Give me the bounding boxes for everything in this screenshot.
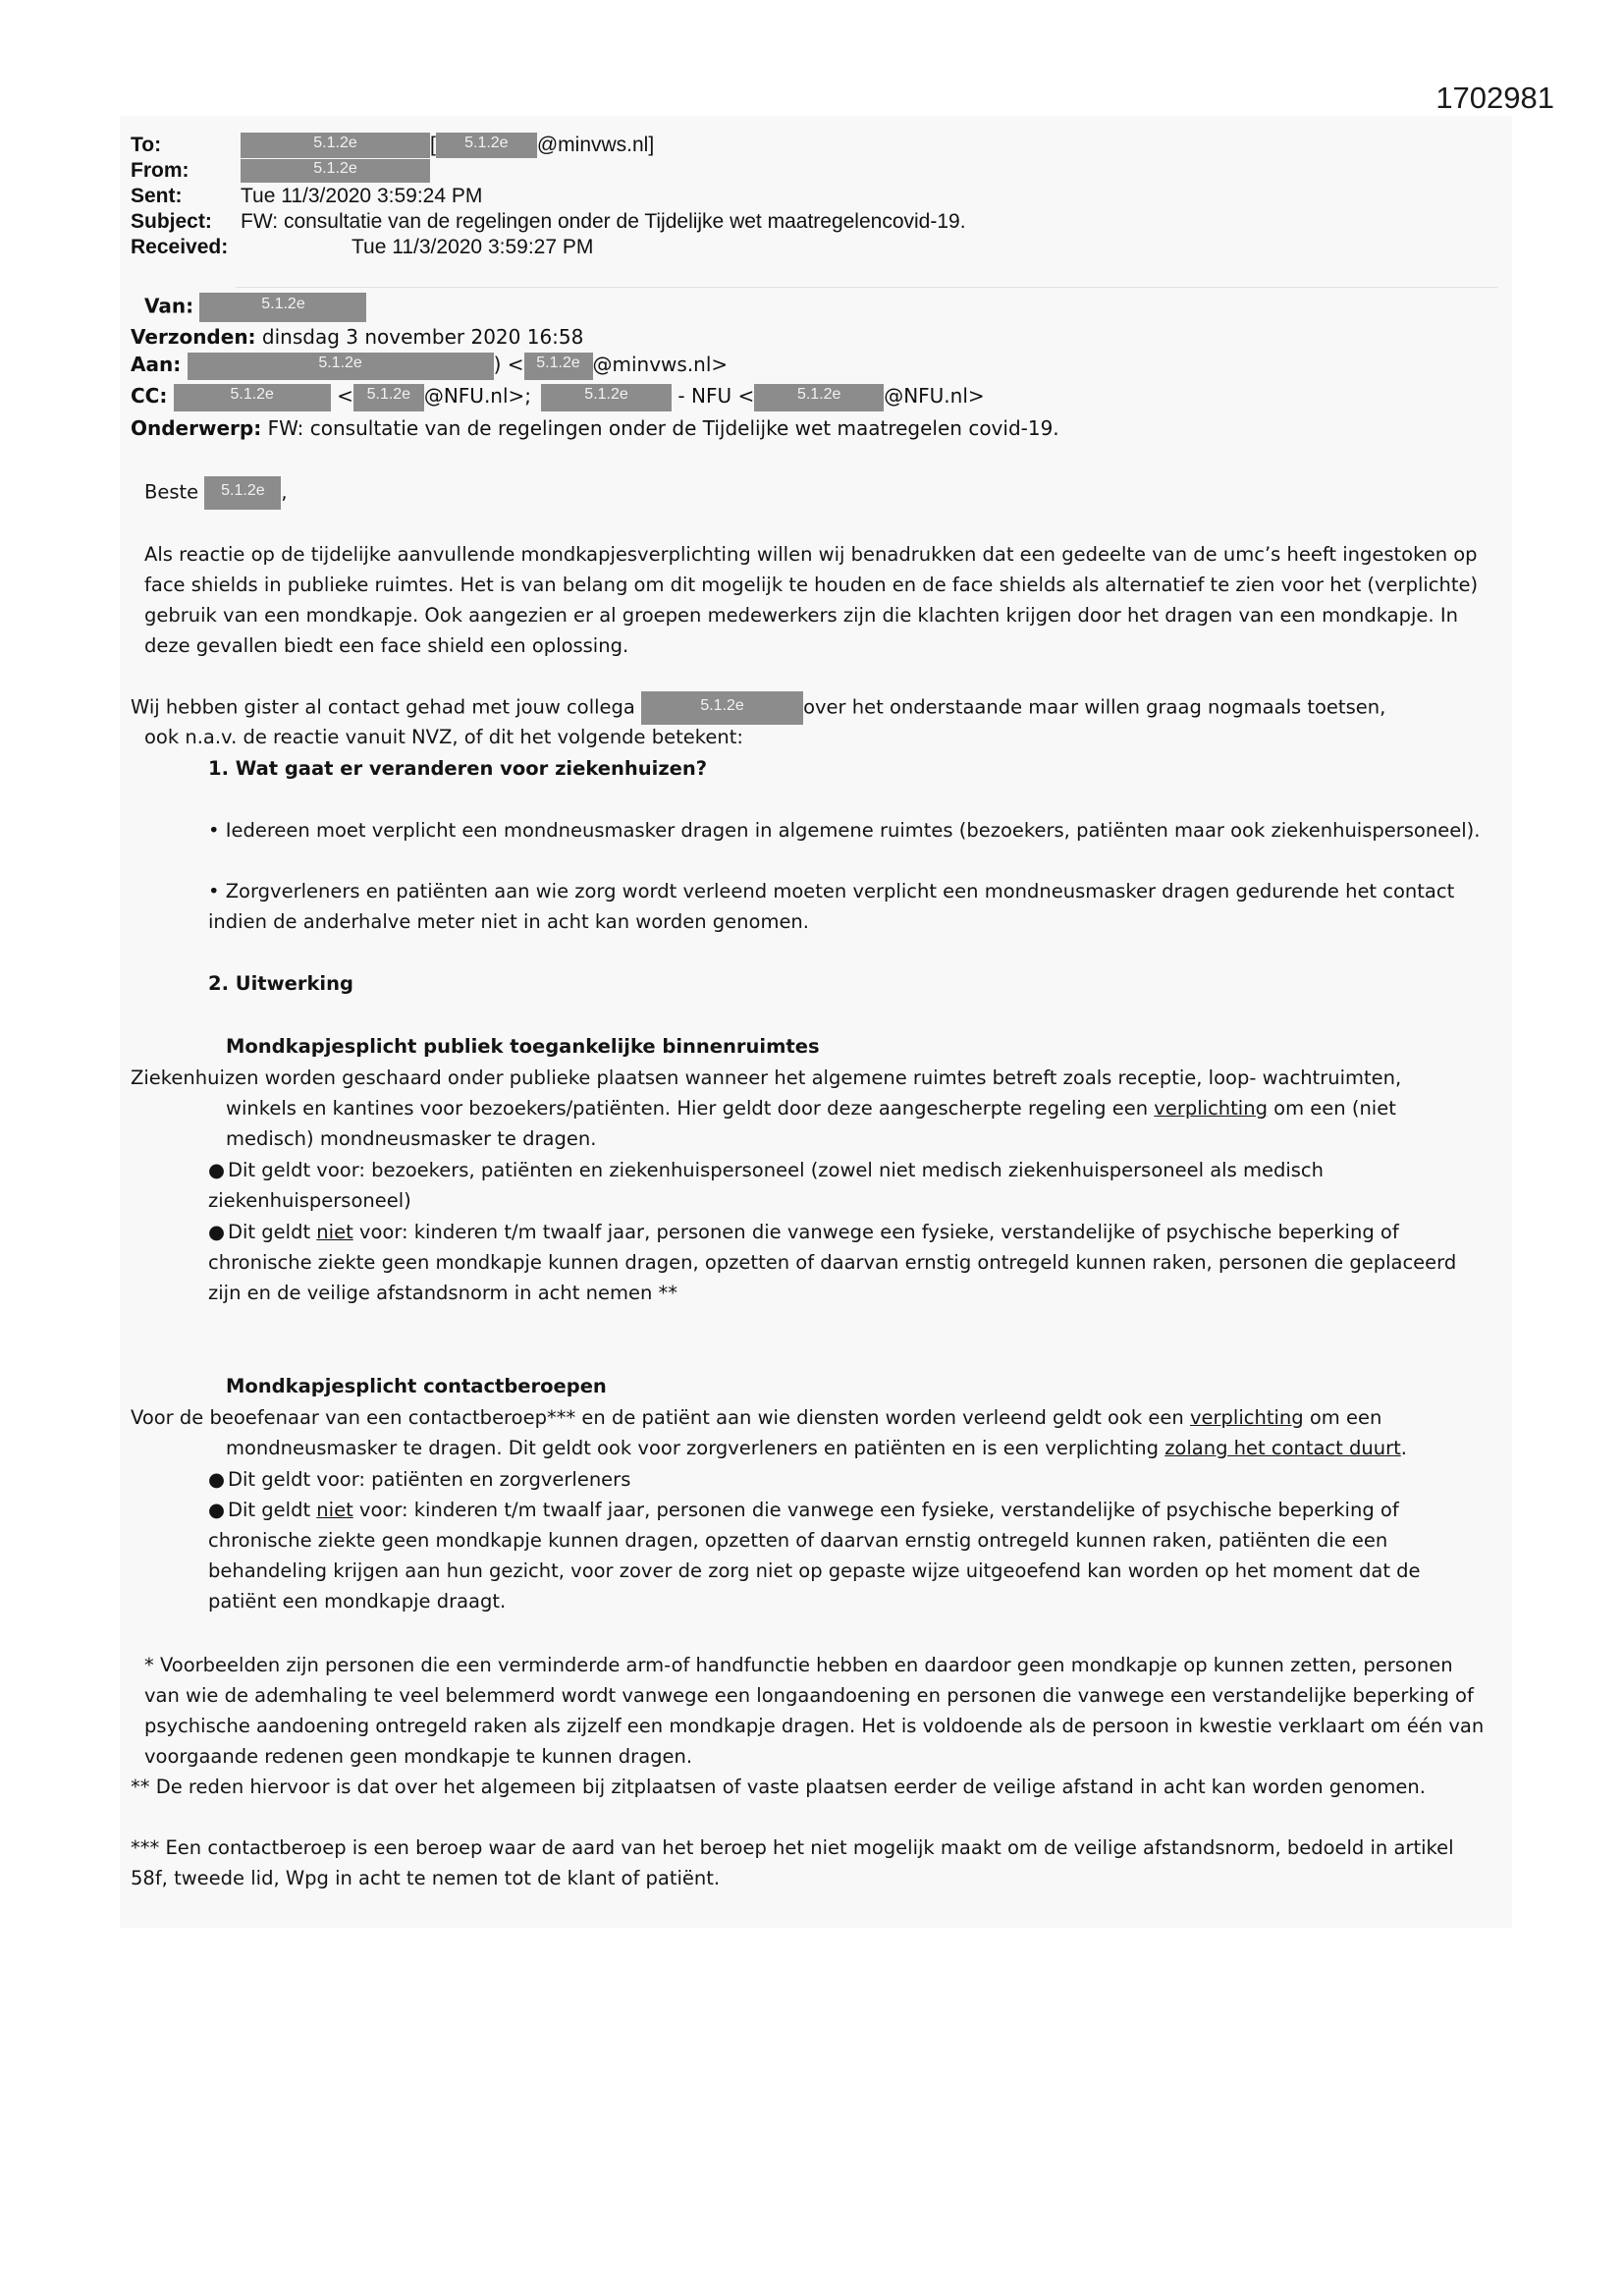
fw-aan-row <box>131 352 728 380</box>
redaction-block: 5.1.2e <box>641 691 803 725</box>
redaction-block: 5.1.2e <box>174 384 331 411</box>
redaction-block: 5.1.2e <box>204 476 281 510</box>
bullet-dot: ● <box>208 1499 226 1521</box>
q1-bullet-2: • Zorgverleners en patiënten aan wie zorg wordt verleend moeten verplicht een mondneusmasker dragen gedurende het contact indien de anderhalve meter niet in acht kan worden genomen. <box>208 880 1455 933</box>
footnote-3: *** Een contactberoep is een beroep waar de aard van het beroep het niet mogelijk maakt om de veilige afstandsnorm, bedoeld in artikel 58f, tweede lid, Wpg in acht te nemen tot de klant of patiënt. <box>131 1836 1454 1889</box>
s2-bullet-2-a: Dit geldt <box>228 1499 311 1521</box>
aan-mid: ) < <box>493 353 524 376</box>
section1-line1: Ziekenhuizen worden geschaard onder publieke plaatsen wanneer het algemene ruimtes betreft zoals receptie, loop- wachtruimten, <box>131 1066 1402 1089</box>
to-label: To: <box>131 134 162 156</box>
sent-value: Tue 11/3/2020 3:59:24 PM <box>241 185 483 207</box>
fw-cc-row <box>131 383 985 411</box>
fw-van-row <box>144 293 366 322</box>
s2-bullet-2-underlined: niet <box>316 1499 353 1521</box>
redaction-block: 5.1.2e <box>541 384 672 411</box>
s2-line1-underlined: verplichting <box>1189 1406 1304 1429</box>
paragraph-contact-line1 <box>131 691 1505 725</box>
header-from-row <box>131 158 430 184</box>
footnote-2: ** De reden hiervoor is dat over het algemeen bij zitplaatsen of vaste plaatsen eerder de veilige afstand in acht kan worden genomen. <box>131 1776 1426 1798</box>
q1-bullet-1: • Iedereen moet verplicht een mondneusmasker dragen in algemene ruimtes (bezoekers, patiënten maar ook ziekenhuispersoneel). <box>208 819 1481 842</box>
fw-verzonden-row <box>131 324 583 350</box>
aan-email: @minvws.nl> <box>592 353 729 376</box>
contact-text-a: Wij hebben gister al contact gehad met jouw collega <box>131 695 635 719</box>
to-bracket: [ <box>430 134 436 156</box>
redaction-block: 5.1.2e <box>754 384 884 411</box>
s2-bullet-1 <box>208 1464 1485 1495</box>
paragraph-contact-line2: ook n.a.v. de reactie vanuit NVZ, of dit het volgende betekent: <box>144 726 743 748</box>
s1-line2-underlined: verplichting <box>1154 1097 1268 1120</box>
redaction-block: 5.1.2e <box>436 133 537 158</box>
cc-email1: @NFU.nl>; <box>423 384 532 408</box>
bullet-dot: ● <box>208 1468 226 1491</box>
s2-line1-b: om een <box>1309 1406 1382 1429</box>
greeting: Beste 5.1.2e , <box>144 476 288 510</box>
section-title-contact: Mondkapjesplicht contactberoepen <box>226 1375 607 1397</box>
section2-line1 <box>131 1402 1381 1433</box>
received-label: Received: <box>131 236 229 258</box>
section1-line3: medisch) mondneusmasker te dragen. <box>226 1127 597 1150</box>
header-sent-row <box>131 184 482 209</box>
cc-nfu: - NFU < <box>677 384 755 408</box>
s1-bullet-2-underlined: niet <box>316 1221 353 1243</box>
question-2: 2. Uitwerking <box>208 972 353 995</box>
subject-value: FW: consultatie van de regelingen onder de Tijdelijke wet maatregelencovid-19. <box>241 210 966 233</box>
received-value: Tue 11/3/2020 3:59:27 PM <box>352 236 594 258</box>
section-title-public: Mondkapjesplicht publiek toegankelijke binnenruimtes <box>226 1035 820 1058</box>
redaction-block: 5.1.2e <box>188 353 494 380</box>
onderwerp-label: Onderwerp: <box>131 416 262 440</box>
s1-bullet-1-text: Dit geldt voor: bezoekers, patiënten en ziekenhuispersoneel (zowel niet medisch ziekenhuispersoneel als medisch ziekenhuispersoneel) <box>208 1159 1324 1212</box>
verzonden-value: dinsdag 3 november 2020 16:58 <box>261 325 584 349</box>
bullet-dot: ● <box>208 1159 226 1181</box>
van-label: Van: <box>144 294 194 318</box>
s2-bullet-2-b: voor: kinderen t/m twaalf jaar, personen die vanwege een fysieke, verstandelijke of psychische beperking of chronische ziekte geen mondkapje kunnen dragen, opzetten of daarvan ernstig ontregeld kunnen raken, patiënten die een behandeling krijgen aan hun gezicht, voor zover de zorg niet op gepaste wijze uitgeoefend kan worden op het moment dat de patiënt een mondkapje draagt. <box>208 1499 1421 1613</box>
paragraph-intro: Als reactie op de tijdelijke aanvullende mondkapjesverplichting willen wij benadrukken dat een gedeelte van de umc’s heeft ingestoken op face shields in publieke ruimtes. Het is van belang om dit mogelijk te houden en de face shields als alternatief te zien voor het (verplichte) gebruik van een mondkapje. Ook aangezien er al groepen medewerkers zijn die klachten krijgen door het dragen van een mondkapje. In deze gevallen biedt een face shield een oplossing. <box>144 543 1479 657</box>
s2-line2-b: . <box>1400 1437 1407 1459</box>
cc-email2: @NFU.nl> <box>884 384 985 408</box>
header-received-row <box>131 235 593 260</box>
redaction-block: 5.1.2e <box>199 293 366 322</box>
s1-bullet-2-b: voor: kinderen t/m twaalf jaar, personen die vanwege een fysieke, verstandelijke of psychische beperking of chronische ziekte geen mondkapje kunnen dragen, opzetten of daarvan ernstig ontregeld kunnen raken, personen die geplaceerd zijn en de veilige afstandsnorm in acht nemen ** <box>208 1221 1457 1304</box>
section1-line2 <box>226 1093 1396 1123</box>
s1-bullet-2-a: Dit geldt <box>228 1221 311 1243</box>
onderwerp-value: FW: consultatie van de regelingen onder de Tijdelijke wet maatregelen covid-19. <box>267 416 1059 440</box>
redaction-block: 5.1.2e <box>241 159 430 183</box>
s1-line2-b: om een (niet <box>1273 1097 1396 1120</box>
s1-bullet-2 <box>208 1217 1485 1308</box>
verzonden-label: Verzonden: <box>131 325 256 349</box>
s1-line2-a: winkels en kantines voor bezoekers/patiënten. Hier geldt door deze aangescherpte regeling een <box>226 1097 1149 1120</box>
greeting-text: Beste <box>144 480 199 504</box>
header-separator <box>236 287 1498 288</box>
s2-line2-underlined: zolang het contact duurt <box>1164 1437 1401 1459</box>
redaction-block: 5.1.2e <box>241 133 430 158</box>
contact-text-b: over het onderstaande maar willen graag nogmaals toetsen, <box>803 695 1386 719</box>
redaction-block: 5.1.2e <box>353 384 424 411</box>
section2-line2 <box>226 1433 1407 1463</box>
footnote-1: * Voorbeelden zijn personen die een verminderde arm-of handfunctie hebben en daardoor geen mondkapje op kunnen zetten, personen van wie de ademhaling te veel belemmerd wordt vanwege een longaandoening en personen die vanwege een verstandelijke beperking of psychische aandoening ontregeld raken als zijzelf een mondkapje dragen. Het is voldoende als de persoon in kwestie verklaart om één van voorgaande redenen geen mondkapje te kunnen dragen. <box>144 1654 1485 1768</box>
sent-label: Sent: <box>131 185 183 207</box>
s2-line1-a: Voor de beoefenaar van een contactberoep*** en de patiënt aan wie diensten worden verleend geldt ook een <box>131 1406 1184 1429</box>
cc-label: CC: <box>131 384 168 408</box>
redaction-block: 5.1.2e <box>524 353 593 380</box>
to-email-suffix: @minvws.nl] <box>536 134 655 156</box>
from-label: From: <box>131 159 189 182</box>
s2-bullet-1-text: Dit geldt voor: patiënten en zorgverleners <box>228 1468 631 1491</box>
header-subject-row <box>131 209 966 235</box>
cc-lt: < <box>337 384 353 408</box>
bullet-dot: ● <box>208 1221 226 1243</box>
document-number: 1702981 <box>1435 81 1554 115</box>
s2-line2-a: mondneusmasker te dragen. Dit geldt ook voor zorgverleners en patiënten en is een verplichting <box>226 1437 1159 1459</box>
s1-bullet-1 <box>208 1155 1485 1216</box>
aan-label: Aan: <box>131 353 182 376</box>
question-1: 1. Wat gaat er veranderen voor ziekenhuizen? <box>208 757 708 780</box>
fw-onderwerp-row <box>131 415 1059 441</box>
subject-label: Subject: <box>131 210 212 233</box>
s2-bullet-2 <box>208 1495 1485 1616</box>
header-to-row <box>131 133 654 158</box>
